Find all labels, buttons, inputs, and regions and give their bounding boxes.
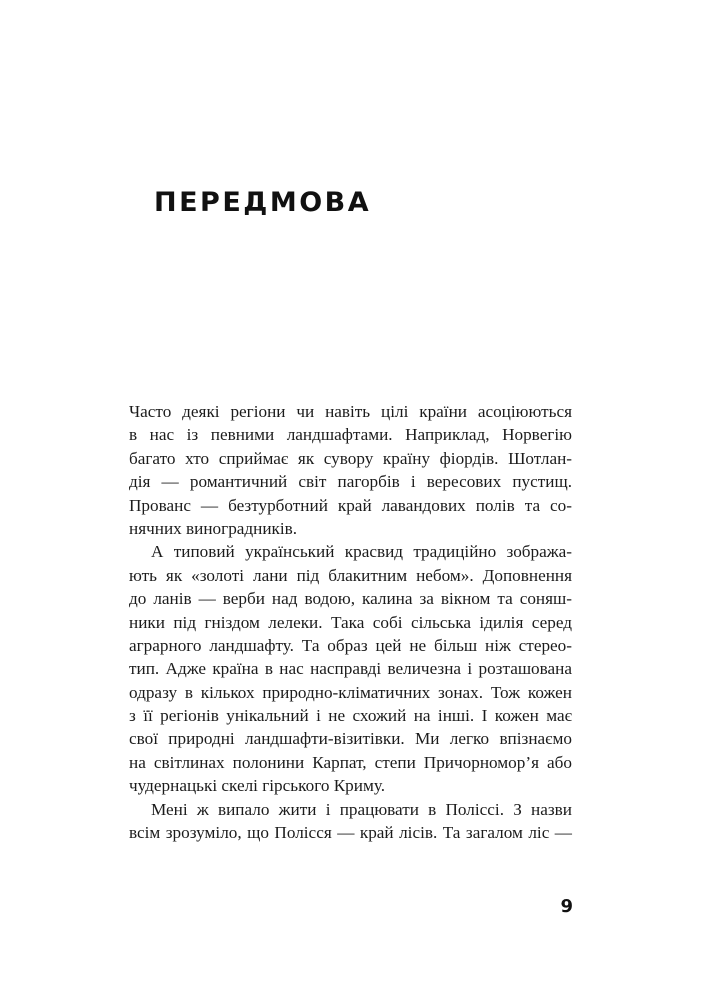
text-line: аграрного ландшафту. Та образ цей не більш ніж стерео- [129,635,572,655]
text-line: багато хто сприймає як сувору країну фіордів. Шотлан- [129,448,572,468]
page-number: 9 [560,896,573,917]
paragraph [129,540,572,797]
text-line: до ланів — верби над водою, калина за вікном та соняш- [129,589,572,609]
text-line: всім зрозуміло, що Полісся — край лісів. Та загалом ліс — [129,823,572,843]
text-line: ники під гніздом лелеки. Така собі сільська ідилія серед [129,612,572,632]
text-line: одразу в кількох природно-кліматичних зонах. Тож кожен [129,682,572,702]
chapter-heading: ПЕРЕДМОВА [154,187,372,218]
text-line: А типовий український красвид традиційно зобража- [151,542,572,562]
text-line: на світлинах полонини Карпат, степи Причорномор’я або [129,752,572,772]
text-line: тип. Адже країна в нас насправді величезна і розташована [129,659,572,679]
text-line: Часто деякі регіони чи навіть цілі країни асоціюються [129,402,572,421]
text-line: Прованс — безтурботний край лавандових полів та со- [129,495,572,515]
text-line: дія — романтичний світ пагорбів і вересових пустищ. [129,472,572,492]
text-line: ють як «золоті лани під блакитним небом». Доповнення [129,565,572,585]
paragraph [129,400,572,540]
text-line: нячних виноградників. [129,518,298,538]
text-line: з її регіонів унікальний і не схожий на інші. І кожен має [129,706,572,726]
body-text [129,400,572,844]
text-line: Мені ж випало жити і працювати в Поліссі. З назви [151,799,572,819]
paragraph [129,798,572,845]
text-line: свої природні ландшафти-візитівки. Ми легко впізнаємо [129,729,572,749]
text-line: в нас із певними ландшафтами. Наприклад, Норвегію [129,425,572,445]
text-line: чудернацькі скелі гірського Криму. [129,776,386,796]
